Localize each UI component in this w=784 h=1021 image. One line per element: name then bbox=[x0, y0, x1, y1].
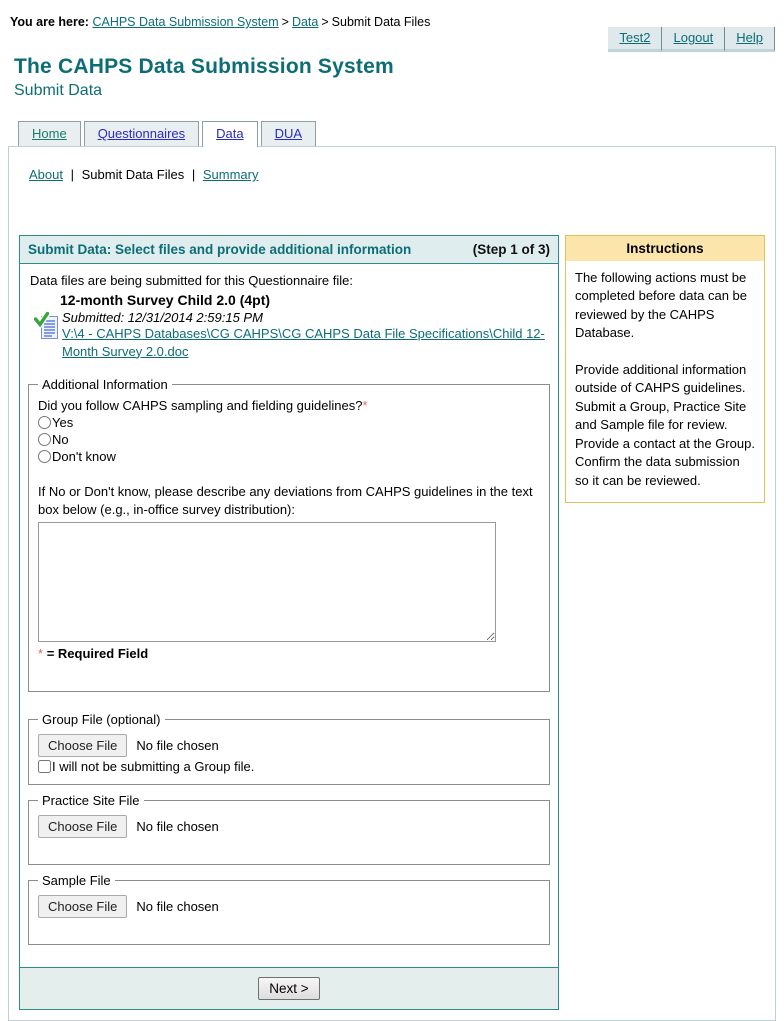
tab-data[interactable] bbox=[202, 121, 257, 147]
questionnaire-name: 12-month Survey Child 2.0 (4pt) bbox=[60, 292, 271, 308]
logout-button[interactable] bbox=[662, 27, 725, 52]
panel-step-indicator: (Step 1 of 3) bbox=[472, 242, 550, 257]
guidelines-question bbox=[38, 398, 540, 413]
instructions-step: Provide additional information outside of CAHPS guidelines. bbox=[575, 361, 747, 396]
submitted-timestamp: Submitted: 12/31/2014 2:59:15 PM bbox=[62, 310, 263, 325]
user-nav bbox=[608, 27, 775, 52]
sample-file-status: No file chosen bbox=[136, 899, 219, 915]
user-button-test2-label[interactable]: Test2 bbox=[619, 30, 651, 45]
tab-dua[interactable] bbox=[261, 121, 316, 146]
radio-yes-label: Yes bbox=[52, 415, 74, 431]
instructions-step: Submit a Group, Practice Site and Sample file for review. bbox=[575, 398, 747, 433]
instructions-title: Instructions bbox=[566, 236, 764, 261]
breadcrumb-link-data[interactable]: Data bbox=[291, 15, 319, 29]
intro-text: Data files are being submitted for this Questionnaire file: bbox=[30, 273, 354, 288]
group-file-legend: Group File (optional) bbox=[42, 712, 161, 728]
instructions-steps bbox=[575, 361, 755, 490]
instructions-step: Provide a contact at the Group. bbox=[575, 435, 755, 451]
tab-home-label[interactable]: Home bbox=[32, 126, 67, 141]
subnav-current: Submit Data Files bbox=[81, 167, 185, 182]
subnav-separator: | bbox=[70, 167, 74, 182]
radio-dont-know[interactable] bbox=[38, 450, 51, 463]
page-subtitle: Submit Data bbox=[14, 82, 103, 99]
sample-file-legend: Sample File bbox=[42, 873, 111, 889]
tab-questionnaires[interactable] bbox=[84, 121, 199, 146]
breadcrumb-separator: > bbox=[281, 15, 289, 29]
radio-yes[interactable] bbox=[38, 416, 51, 429]
subnav-separator: | bbox=[191, 167, 196, 182]
required-asterisk: * bbox=[362, 398, 368, 414]
file-meta bbox=[62, 310, 548, 360]
breadcrumb-separator: > bbox=[321, 15, 329, 29]
radio-no-label: No bbox=[52, 432, 69, 448]
radio-option-yes[interactable] bbox=[38, 414, 540, 431]
no-group-file-checkbox[interactable] bbox=[38, 760, 51, 773]
subnav-link-summary[interactable]: Summary bbox=[202, 167, 259, 182]
practice-site-file-input-row bbox=[38, 815, 540, 838]
breadcrumb-current: Submit Data Files bbox=[331, 15, 431, 29]
questionnaire-info bbox=[20, 264, 558, 368]
panel-footer bbox=[20, 967, 558, 1009]
breadcrumb-link-home[interactable]: CAHPS Data Submission System bbox=[92, 15, 279, 29]
user-button-test2[interactable] bbox=[608, 27, 662, 52]
questionnaire-file-link[interactable]: V:\4 - CAHPS Databases\CG CAHPS\CG CAHPS Data File Specifications\Child 12-Month Survey 2.0.doc bbox=[62, 326, 545, 359]
sample-file-input-row bbox=[38, 895, 540, 918]
questionnaire-file-row bbox=[34, 310, 548, 360]
instructions-body bbox=[566, 261, 764, 502]
practice-site-file-legend: Practice Site File bbox=[42, 793, 140, 809]
radio-option-no[interactable] bbox=[38, 431, 540, 448]
sample-file-fieldset bbox=[28, 873, 550, 945]
page-title: The CAHPS Data Submission System bbox=[14, 55, 394, 78]
subnav-link-about[interactable]: About bbox=[29, 167, 63, 182]
tab-dua-label[interactable]: DUA bbox=[274, 126, 303, 141]
document-check-icon bbox=[34, 310, 62, 360]
instructions-panel bbox=[565, 235, 765, 503]
required-asterisk: * bbox=[38, 646, 44, 662]
practice-site-file-fieldset bbox=[28, 793, 550, 865]
tab-home[interactable] bbox=[18, 121, 81, 146]
practice-site-file-status: No file chosen bbox=[136, 819, 219, 835]
additional-information-legend: Additional Information bbox=[42, 377, 168, 393]
breadcrumb bbox=[0, 0, 784, 29]
tab-questionnaires-label[interactable]: Questionnaires bbox=[97, 126, 186, 141]
group-file-status: No file chosen bbox=[136, 738, 219, 754]
practice-site-choose-file-button[interactable]: Choose File bbox=[38, 815, 127, 838]
content-row bbox=[19, 235, 765, 1010]
group-file-input-row bbox=[38, 734, 540, 757]
tab-content-container bbox=[8, 146, 776, 1021]
required-field-note-text: = Required Field bbox=[46, 646, 149, 662]
tab-data-label[interactable]: Data bbox=[216, 126, 244, 141]
instructions-step: Confirm the data submission so it can be reviewed. bbox=[575, 454, 740, 488]
radio-dont-know-label: Don't know bbox=[52, 449, 116, 465]
breadcrumb-prefix: You are here: bbox=[10, 15, 89, 29]
additional-information-fieldset bbox=[28, 377, 550, 692]
help-button[interactable] bbox=[725, 27, 775, 52]
sample-choose-file-button[interactable]: Choose File bbox=[38, 895, 127, 918]
required-field-note bbox=[38, 646, 540, 661]
subnav bbox=[29, 167, 765, 182]
radio-option-dont-know[interactable] bbox=[38, 448, 540, 465]
group-file-fieldset bbox=[28, 712, 550, 785]
deviation-prompt: If No or Don't know, please describe any deviations from CAHPS guidelines in the text box below (e.g., in-office survey distribution): bbox=[38, 484, 533, 518]
help-button-label[interactable]: Help bbox=[736, 30, 763, 45]
guidelines-question-text: Did you follow CAHPS sampling and fielding guidelines? bbox=[38, 398, 363, 414]
submit-data-panel bbox=[19, 235, 559, 1010]
no-group-file-checkbox-label: I will not be submitting a Group file. bbox=[52, 759, 255, 775]
logout-button-label[interactable]: Logout bbox=[673, 30, 714, 45]
radio-no[interactable] bbox=[38, 433, 51, 446]
no-group-file-checkbox-row[interactable] bbox=[38, 759, 254, 774]
group-choose-file-button[interactable]: Choose File bbox=[38, 734, 127, 757]
panel-header bbox=[20, 236, 558, 264]
instructions-paragraph: The following actions must be completed before data can be reviewed by the CAHPS Database. bbox=[575, 270, 748, 341]
tab-bar bbox=[18, 121, 784, 146]
deviation-textarea[interactable] bbox=[38, 522, 496, 642]
panel-title: Submit Data: Select files and provide additional information bbox=[28, 242, 412, 257]
next-button[interactable]: Next > bbox=[258, 977, 319, 1000]
